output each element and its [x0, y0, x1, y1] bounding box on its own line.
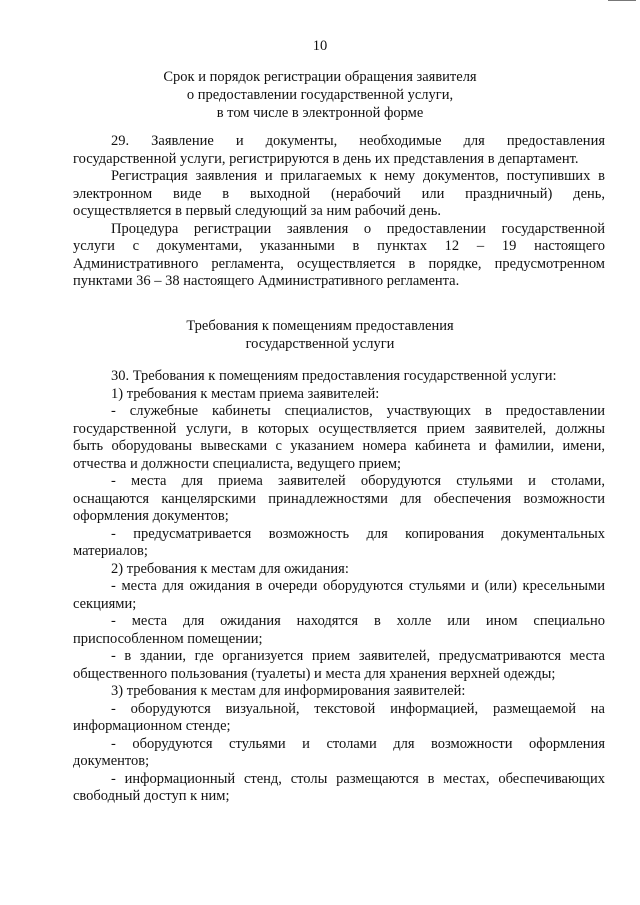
text-line: осуществляется в первый следующий за ним рабочий день.: [73, 203, 441, 219]
text-line: Административного регламента, осуществляется в порядке, предусмотренном: [73, 255, 605, 272]
text-line: государственной услуги, в которых осуществляется прием заявителей, должны: [73, 420, 605, 437]
text-line: - места для ожидания в очереди оборудуются стульями и (или) кресельными: [111, 578, 605, 594]
text-line: оснащаются канцелярскими принадлежностями для обеспечения возможности: [73, 490, 605, 507]
text-line: отчества и должности специалиста, ведущего прием;: [73, 455, 402, 472]
text-line: быть оборудованы вывесками с указанием номера кабинета и фамилии, имени,: [73, 438, 605, 454]
section-body-registration: [73, 133, 605, 291]
text-line: - в здании, где организуется прием заявителей, предусматриваются места: [111, 648, 605, 664]
text-line: - предусматривается возможность для копирования документальных: [111, 525, 605, 542]
top-edge-rule: [608, 0, 636, 1]
text-line: секциями;: [73, 595, 137, 612]
heading-line: государственной услуги: [245, 336, 395, 352]
heading-line: Срок и порядок регистрации обращения заявителя: [163, 69, 477, 85]
heading-line: в том числе в электронной форме: [216, 105, 424, 121]
text-line: услуги с документами, указанными в пунктах 12 – 19 настоящего: [73, 238, 605, 254]
text-line: Регистрация заявления и прилагаемых к нему документов, поступивших в: [111, 168, 605, 184]
heading-line: о предоставлении государственной услуги,: [186, 87, 454, 103]
text-line: пунктами 36 – 38 настоящего Административного регламента.: [73, 273, 460, 289]
text-line: свободный доступ к ним;: [73, 788, 230, 804]
text-line: 3) требования к местам для информирования заявителей:: [111, 683, 466, 699]
text-line: - служебные кабинеты специалистов, участвующих в предоставлении: [111, 403, 605, 419]
text-line: документов;: [73, 753, 150, 769]
section-heading-premises: [0, 317, 640, 353]
section-heading-registration: [0, 68, 640, 122]
text-line: материалов;: [73, 543, 148, 559]
text-line: Процедура регистрации заявления о предоставлении государственной: [111, 220, 605, 237]
text-line: - места для ожидания находятся в холле или ином специально: [111, 613, 605, 629]
text-line: общественного пользования (туалеты) и места для хранения верхней одежды;: [73, 665, 556, 682]
text-line: приспособленном помещении;: [73, 630, 263, 647]
text-line: 2) требования к местам для ожидания:: [111, 560, 349, 577]
text-line: - места для приема заявителей оборудуются стульями и столами,: [111, 473, 605, 489]
text-line: - оборудуются стульями и столами для возможности оформления: [111, 735, 605, 752]
text-line: 1) требования к местам приема заявителей:: [111, 385, 380, 402]
text-line: информационном стенде;: [73, 718, 231, 734]
text-line: 30. Требования к помещениям предоставления государственной услуги:: [111, 368, 557, 384]
text-line: 29. Заявление и документы, необходимые для предоставления: [111, 133, 605, 149]
heading-line: Требования к помещениям предоставления: [186, 318, 454, 334]
text-line: оформления документов;: [73, 508, 229, 524]
section-body-premises: [73, 368, 605, 806]
text-line: электронном виде в выходной (нерабочий или праздничный) день,: [73, 185, 605, 202]
text-line: - информационный стенд, столы размещаются в местах, обеспечивающих: [111, 770, 605, 787]
text-line: государственной услуги, регистрируются в день их представления в департамент.: [73, 150, 579, 167]
page-number: 10: [312, 38, 328, 54]
text-line: - оборудуются визуальной, текстовой информацией, размещаемой на: [111, 700, 605, 717]
